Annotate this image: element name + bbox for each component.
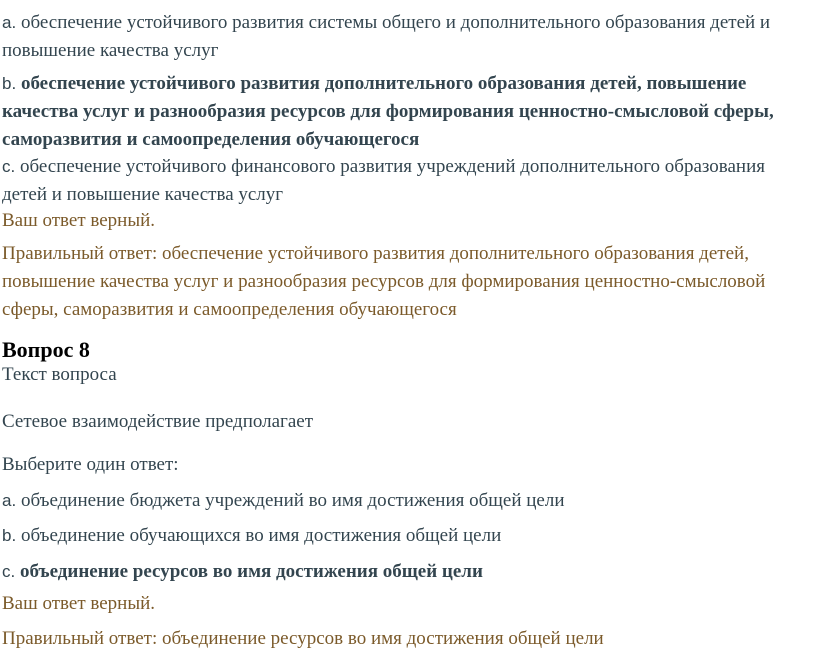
question-subheading: Текст вопроса <box>2 364 117 385</box>
correct-answer: Правильный ответ: обеспечение устойчивого развития дополнительного образования детей, повышение качества услуг и разнообразия ресурсов для формирования ценностно-смысловой сферы, саморазвития и самоопределения обучающегося <box>2 243 766 320</box>
question-heading: Вопрос 8 <box>2 337 90 362</box>
question-text: Сетевое взаимодействие предполагает <box>2 411 314 432</box>
option-text: объединение ресурсов во имя достижения общей цели <box>19 561 483 582</box>
option-letter: b. <box>2 526 17 545</box>
option-text: обеспечение устойчивого развития системы общего и дополнительного образования детей и повышение качества услуг <box>2 12 771 61</box>
answer-option-a[interactable] <box>2 487 565 515</box>
answer-option-c[interactable] <box>2 558 483 586</box>
answer-prompt: Выберите один ответ: <box>2 454 179 475</box>
correct-answer: Правильный ответ: объединение ресурсов во имя достижения общей цели <box>2 628 604 649</box>
option-letter: a. <box>2 13 17 32</box>
option-letter: b. <box>2 74 17 93</box>
option-letter: c. <box>2 157 16 176</box>
answer-option-c[interactable] <box>2 153 812 209</box>
answer-option-b[interactable] <box>2 522 501 550</box>
option-text: обеспечение устойчивого развития дополнительного образования детей, повышение качества услуг и разнообразия ресурсов для формирования ценностно-смысловой сферы, саморазвития и самоопределения обучающегося <box>2 73 774 150</box>
feedback-message: Ваш ответ верный. <box>2 593 156 614</box>
option-letter: a. <box>2 491 17 510</box>
option-text: обеспечение устойчивого финансового развития учреждений дополнительного образования детей и повышение качества услуг <box>2 156 766 205</box>
answer-option-b[interactable] <box>2 70 812 154</box>
feedback-message: Ваш ответ верный. <box>2 210 156 231</box>
answer-option-a[interactable] <box>2 9 812 65</box>
option-letter: c. <box>2 562 16 581</box>
option-text: объединение бюджета учреждений во имя достижения общей цели <box>20 490 565 511</box>
option-text: объединение обучающихся во имя достижения общей цели <box>20 525 502 546</box>
